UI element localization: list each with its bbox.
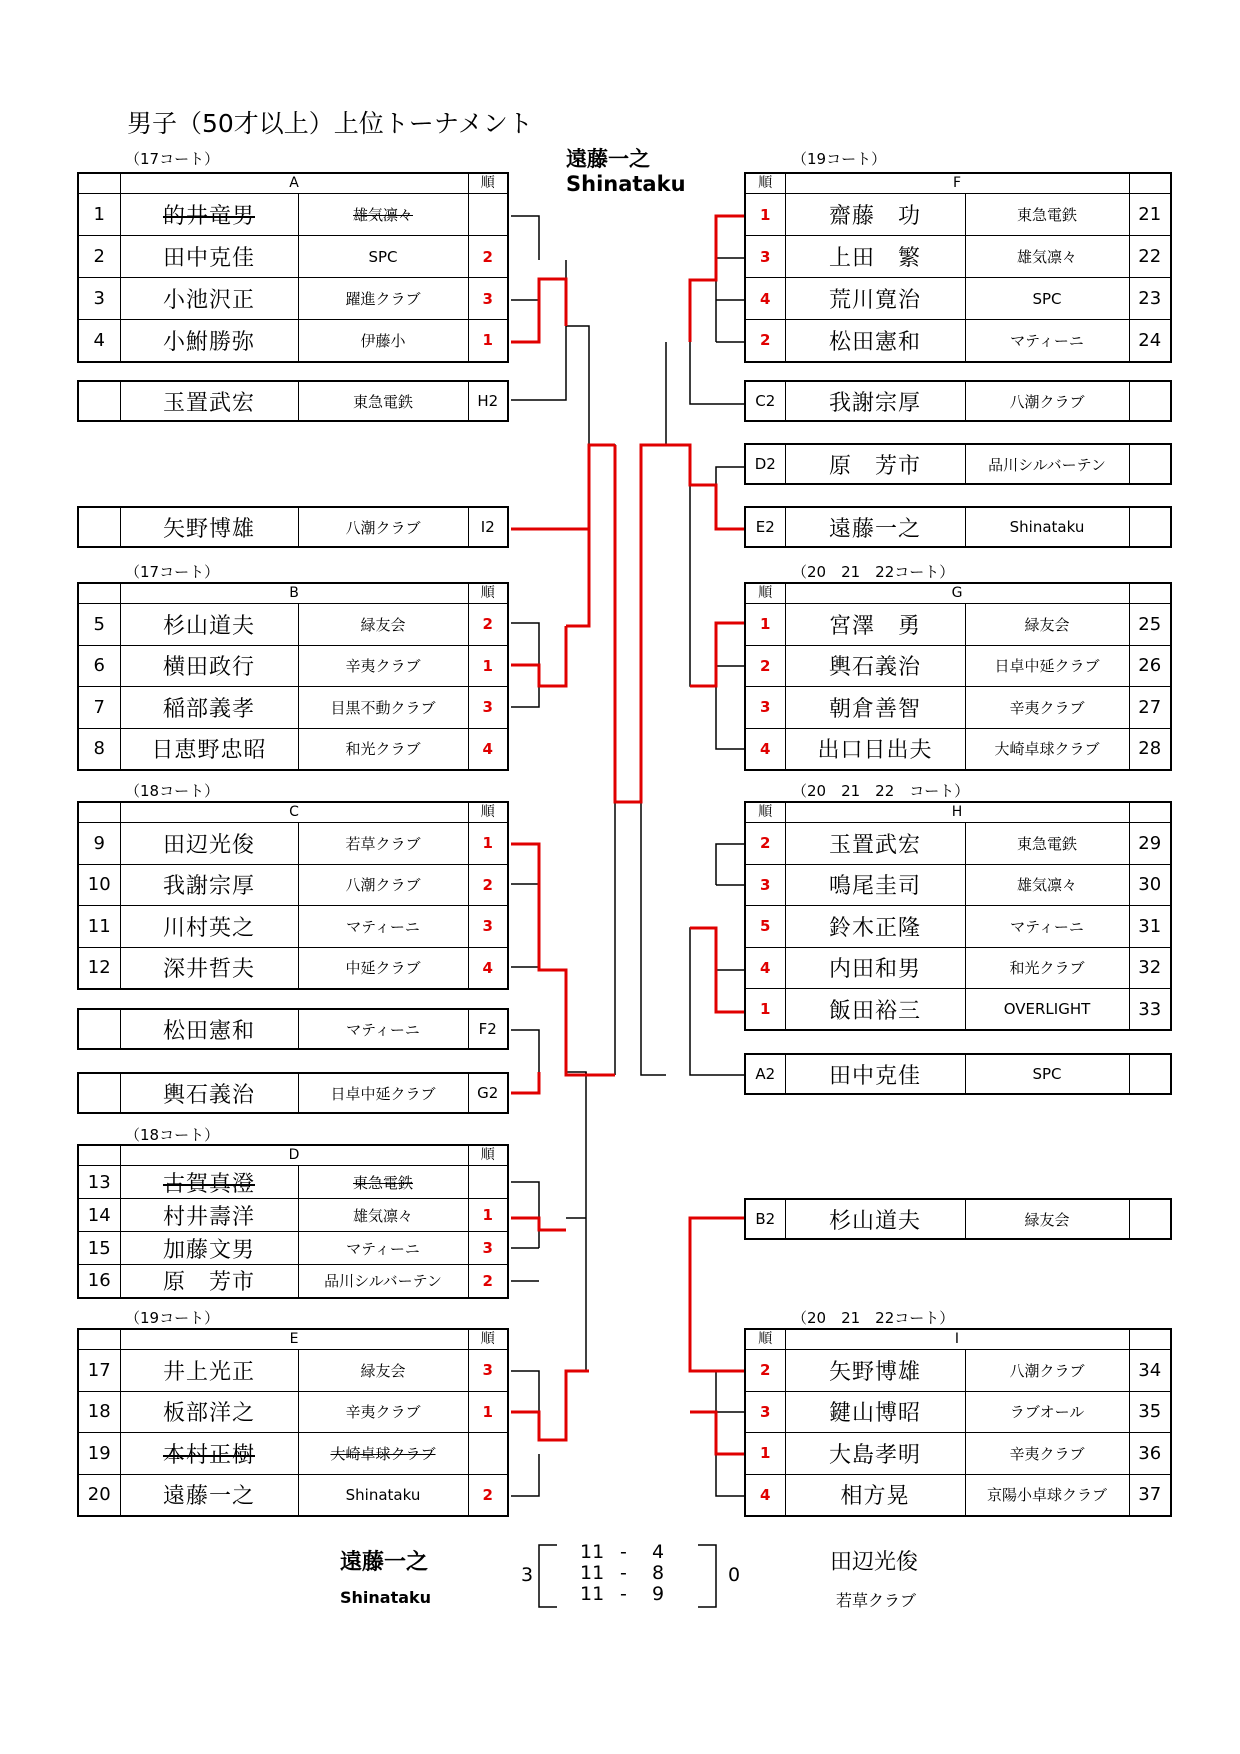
player-club: 辛夷クラブ <box>965 687 1129 729</box>
seed-ref: G2 <box>468 1073 508 1113</box>
player-club: マティーニ <box>965 320 1129 362</box>
player-club: 雄気凛々 <box>298 1199 468 1232</box>
player-club: 品川シルバーテン <box>298 1265 468 1298</box>
player-name: 杉山道夫 <box>120 604 298 646</box>
rank-header: 順 <box>468 802 508 823</box>
game-score-b: 8 <box>652 1562 665 1584</box>
player-rank: 1 <box>745 604 785 646</box>
player-name: 井上光正 <box>120 1350 298 1392</box>
player-number: 15 <box>78 1232 120 1265</box>
seed-name: 田中克佳 <box>785 1054 965 1094</box>
player-rank: 4 <box>745 728 785 770</box>
player-rank: 3 <box>468 687 508 729</box>
seed-ref: E2 <box>745 507 785 547</box>
court-label-d: （18コート） <box>125 1126 220 1144</box>
player-number: 36 <box>1129 1433 1171 1475</box>
final-right-name: 田辺光俊 <box>830 1550 919 1575</box>
seed-club: 品川シルバーテン <box>965 444 1129 484</box>
player-name: 我謝宗厚 <box>120 864 298 906</box>
player-name: 小鮒勝弥 <box>120 320 298 362</box>
player-name: 相方晃 <box>785 1474 965 1516</box>
seed-name: 玉置武宏 <box>120 381 298 421</box>
player-name: 内田和男 <box>785 947 965 989</box>
bracket-lines-black <box>511 216 744 1607</box>
bracket-lines-red <box>511 216 744 1454</box>
group-letter: C <box>120 802 468 823</box>
player-name: 稲部義孝 <box>120 687 298 729</box>
player-club: Shinataku <box>298 1474 468 1516</box>
player-name: 深井哲夫 <box>120 947 298 989</box>
player-rank: 3 <box>745 687 785 729</box>
player-club: 目黒不動クラブ <box>298 687 468 729</box>
seed-ref: I2 <box>468 507 508 547</box>
player-club: 八潮クラブ <box>298 864 468 906</box>
player-rank: 4 <box>745 278 785 320</box>
player-club: 大崎卓球クラブ <box>298 1433 468 1475</box>
player-rank: 3 <box>468 906 508 948</box>
seed-ref: B2 <box>745 1199 785 1239</box>
player-club: 躍進クラブ <box>298 278 468 320</box>
group-letter: B <box>120 583 468 604</box>
court-label-f: （19コート） <box>792 150 887 168</box>
player-rank: 1 <box>468 1391 508 1433</box>
seed-name: 我謝宗厚 <box>785 381 965 421</box>
player-name: 松田憲和 <box>785 320 965 362</box>
player-number: 10 <box>78 864 120 906</box>
seed-club: SPC <box>965 1054 1129 1094</box>
player-club: 京陽小卓球クラブ <box>965 1474 1129 1516</box>
seed-name: 遠藤一之 <box>785 507 965 547</box>
player-number: 33 <box>1129 989 1171 1031</box>
player-number: 14 <box>78 1199 120 1232</box>
player-club: SPC <box>298 236 468 278</box>
player-number: 17 <box>78 1350 120 1392</box>
player-rank: 2 <box>745 645 785 687</box>
player-club: SPC <box>965 278 1129 320</box>
player-number: 23 <box>1129 278 1171 320</box>
player-club: 大崎卓球クラブ <box>965 728 1129 770</box>
court-label-c: （18コート） <box>125 782 220 800</box>
player-name: 鍵山博昭 <box>785 1391 965 1433</box>
rank-header: 順 <box>745 173 785 194</box>
player-club: 伊藤小 <box>298 320 468 362</box>
seed-ref: A2 <box>745 1054 785 1094</box>
player-rank: 2 <box>468 1474 508 1516</box>
player-number: 16 <box>78 1265 120 1298</box>
player-rank: 2 <box>468 1265 508 1298</box>
player-rank: 1 <box>745 194 785 236</box>
player-rank: 2 <box>468 236 508 278</box>
page-title: 男子（50才以上）上位トーナメント <box>127 109 533 138</box>
player-number: 2 <box>78 236 120 278</box>
player-club: 和光クラブ <box>298 728 468 770</box>
final-left-name: 遠藤一之 <box>340 1550 429 1575</box>
group-letter: D <box>120 1145 468 1166</box>
group-letter: G <box>785 583 1129 604</box>
player-name: 村井壽洋 <box>120 1199 298 1232</box>
final-right-club: 若草クラブ <box>836 1591 917 1610</box>
seed-name: 矢野博雄 <box>120 507 298 547</box>
player-name: 齋藤 功 <box>785 194 965 236</box>
player-name: 荒川寛治 <box>785 278 965 320</box>
rank-header: 順 <box>468 1145 508 1166</box>
group-letter: E <box>120 1329 468 1350</box>
player-club: 辛夷クラブ <box>965 1433 1129 1475</box>
player-name: 小池沢正 <box>120 278 298 320</box>
player-number: 25 <box>1129 604 1171 646</box>
player-rank: 3 <box>468 278 508 320</box>
seed-club: 八潮クラブ <box>965 381 1129 421</box>
seed-ref: H2 <box>468 381 508 421</box>
player-club: 緑友会 <box>965 604 1129 646</box>
game-score-a: 11 <box>580 1583 605 1605</box>
court-label-a: （17コート） <box>125 150 220 168</box>
court-label-e: （19コート） <box>125 1309 220 1327</box>
player-number: 22 <box>1129 236 1171 278</box>
game-score-b: 9 <box>652 1583 665 1605</box>
player-number: 18 <box>78 1391 120 1433</box>
player-club: 八潮クラブ <box>965 1350 1129 1392</box>
player-number: 31 <box>1129 906 1171 948</box>
player-rank: 1 <box>468 320 508 362</box>
player-club: 辛夷クラブ <box>298 1391 468 1433</box>
player-name: 鳴尾圭司 <box>785 864 965 906</box>
seed-ref: C2 <box>745 381 785 421</box>
player-club: 雄気凛々 <box>965 864 1129 906</box>
court-label-i: （20 21 22コート） <box>792 1309 955 1327</box>
player-name: 田辺光俊 <box>120 823 298 865</box>
seed-club: 日卓中延クラブ <box>298 1073 468 1113</box>
player-number: 13 <box>78 1166 120 1199</box>
seed-club: マティーニ <box>298 1009 468 1049</box>
player-club: 東急電鉄 <box>965 823 1129 865</box>
player-rank: 3 <box>745 1391 785 1433</box>
final-left-sets: 3 <box>521 1564 534 1586</box>
rank-header: 順 <box>468 583 508 604</box>
player-name: 加藤文男 <box>120 1232 298 1265</box>
player-club: 雄気凛々 <box>965 236 1129 278</box>
player-number: 11 <box>78 906 120 948</box>
player-name: 川村英之 <box>120 906 298 948</box>
champion-club: Shinataku <box>566 172 686 196</box>
player-rank: 1 <box>468 823 508 865</box>
player-rank: 3 <box>468 1232 508 1265</box>
player-name: 日恵野忠昭 <box>120 728 298 770</box>
player-rank: 4 <box>745 947 785 989</box>
player-club: 東急電鉄 <box>298 1166 468 1199</box>
player-name: 本村正樹 <box>120 1433 298 1475</box>
player-club: マティーニ <box>298 1232 468 1265</box>
player-club: ラブオール <box>965 1391 1129 1433</box>
player-number: 12 <box>78 947 120 989</box>
seed-club: 緑友会 <box>965 1199 1129 1239</box>
player-name: 板部洋之 <box>120 1391 298 1433</box>
group-letter: F <box>785 173 1129 194</box>
player-rank: 2 <box>468 604 508 646</box>
player-name: 上田 繁 <box>785 236 965 278</box>
game-score-dash: - <box>620 1583 627 1605</box>
rank-header: 順 <box>745 802 785 823</box>
player-number: 34 <box>1129 1350 1171 1392</box>
champion-name: 遠藤一之 <box>566 147 650 171</box>
player-name: 横田政行 <box>120 645 298 687</box>
player-number: 5 <box>78 604 120 646</box>
game-score-dash: - <box>620 1562 627 1584</box>
seed-name: 原 芳市 <box>785 444 965 484</box>
player-number: 4 <box>78 320 120 362</box>
player-club: マティーニ <box>965 906 1129 948</box>
player-club: 和光クラブ <box>965 947 1129 989</box>
player-number: 29 <box>1129 823 1171 865</box>
seed-ref: F2 <box>468 1009 508 1049</box>
player-name: 鈴木正隆 <box>785 906 965 948</box>
player-name: 古賀真澄 <box>120 1166 298 1199</box>
rank-header: 順 <box>468 1329 508 1350</box>
game-score-b: 4 <box>652 1541 665 1563</box>
player-name: 朝倉善智 <box>785 687 965 729</box>
player-name: 原 芳市 <box>120 1265 298 1298</box>
player-club: 雄気凛々 <box>298 194 468 236</box>
player-rank: 3 <box>745 864 785 906</box>
player-name: 飯田裕三 <box>785 989 965 1031</box>
group-letter: A <box>120 173 468 194</box>
player-rank: 2 <box>468 864 508 906</box>
game-score-a: 11 <box>580 1562 605 1584</box>
player-rank: 2 <box>745 823 785 865</box>
court-label-b: （17コート） <box>125 563 220 581</box>
player-rank: 4 <box>468 947 508 989</box>
player-name: 矢野博雄 <box>785 1350 965 1392</box>
player-name: 的井竜男 <box>120 194 298 236</box>
player-rank: 2 <box>745 320 785 362</box>
player-number: 35 <box>1129 1391 1171 1433</box>
player-number: 24 <box>1129 320 1171 362</box>
seed-ref: D2 <box>745 444 785 484</box>
player-club: 緑友会 <box>298 604 468 646</box>
player-number: 21 <box>1129 194 1171 236</box>
player-number: 3 <box>78 278 120 320</box>
player-rank: 1 <box>745 989 785 1031</box>
player-club: 若草クラブ <box>298 823 468 865</box>
player-rank: 5 <box>745 906 785 948</box>
court-label-g: （20 21 22コート） <box>792 563 955 581</box>
player-rank: 2 <box>745 1350 785 1392</box>
seed-club: 八潮クラブ <box>298 507 468 547</box>
player-name: 遠藤一之 <box>120 1474 298 1516</box>
final-right-sets: 0 <box>728 1564 741 1586</box>
player-club: 東急電鉄 <box>965 194 1129 236</box>
player-name: 田中克佳 <box>120 236 298 278</box>
player-club: マティーニ <box>298 906 468 948</box>
group-letter: I <box>785 1329 1129 1350</box>
player-club: 緑友会 <box>298 1350 468 1392</box>
player-number: 37 <box>1129 1474 1171 1516</box>
player-number: 30 <box>1129 864 1171 906</box>
rank-header: 順 <box>468 173 508 194</box>
rank-header: 順 <box>745 1329 785 1350</box>
player-rank: 1 <box>468 1199 508 1232</box>
player-rank: 1 <box>745 1433 785 1475</box>
player-name: 玉置武宏 <box>785 823 965 865</box>
player-number: 27 <box>1129 687 1171 729</box>
game-score-a: 11 <box>580 1541 605 1563</box>
player-name: 輿石義治 <box>785 645 965 687</box>
court-label-h: （20 21 22 コート） <box>792 782 970 800</box>
seed-name: 輿石義治 <box>120 1073 298 1113</box>
player-rank: 3 <box>468 1350 508 1392</box>
player-number: 7 <box>78 687 120 729</box>
player-number: 9 <box>78 823 120 865</box>
player-club: 日卓中延クラブ <box>965 645 1129 687</box>
player-name: 出口日出夫 <box>785 728 965 770</box>
seed-name: 松田憲和 <box>120 1009 298 1049</box>
player-club: 中延クラブ <box>298 947 468 989</box>
group-letter: H <box>785 802 1129 823</box>
player-club: 辛夷クラブ <box>298 645 468 687</box>
player-number: 26 <box>1129 645 1171 687</box>
player-number: 28 <box>1129 728 1171 770</box>
player-rank: 4 <box>468 728 508 770</box>
player-rank: 4 <box>745 1474 785 1516</box>
player-number: 8 <box>78 728 120 770</box>
player-number: 32 <box>1129 947 1171 989</box>
player-number: 6 <box>78 645 120 687</box>
player-name: 大島孝明 <box>785 1433 965 1475</box>
player-rank: 1 <box>468 645 508 687</box>
game-score-dash: - <box>620 1541 627 1563</box>
player-club: OVERLIGHT <box>965 989 1129 1031</box>
player-number: 20 <box>78 1474 120 1516</box>
player-number: 1 <box>78 194 120 236</box>
rank-header: 順 <box>745 583 785 604</box>
final-left-club: Shinataku <box>340 1588 432 1607</box>
seed-club: Shinataku <box>965 507 1129 547</box>
player-name: 宮澤 勇 <box>785 604 965 646</box>
player-number: 19 <box>78 1433 120 1475</box>
player-rank: 3 <box>745 236 785 278</box>
seed-club: 東急電鉄 <box>298 381 468 421</box>
seed-name: 杉山道夫 <box>785 1199 965 1239</box>
